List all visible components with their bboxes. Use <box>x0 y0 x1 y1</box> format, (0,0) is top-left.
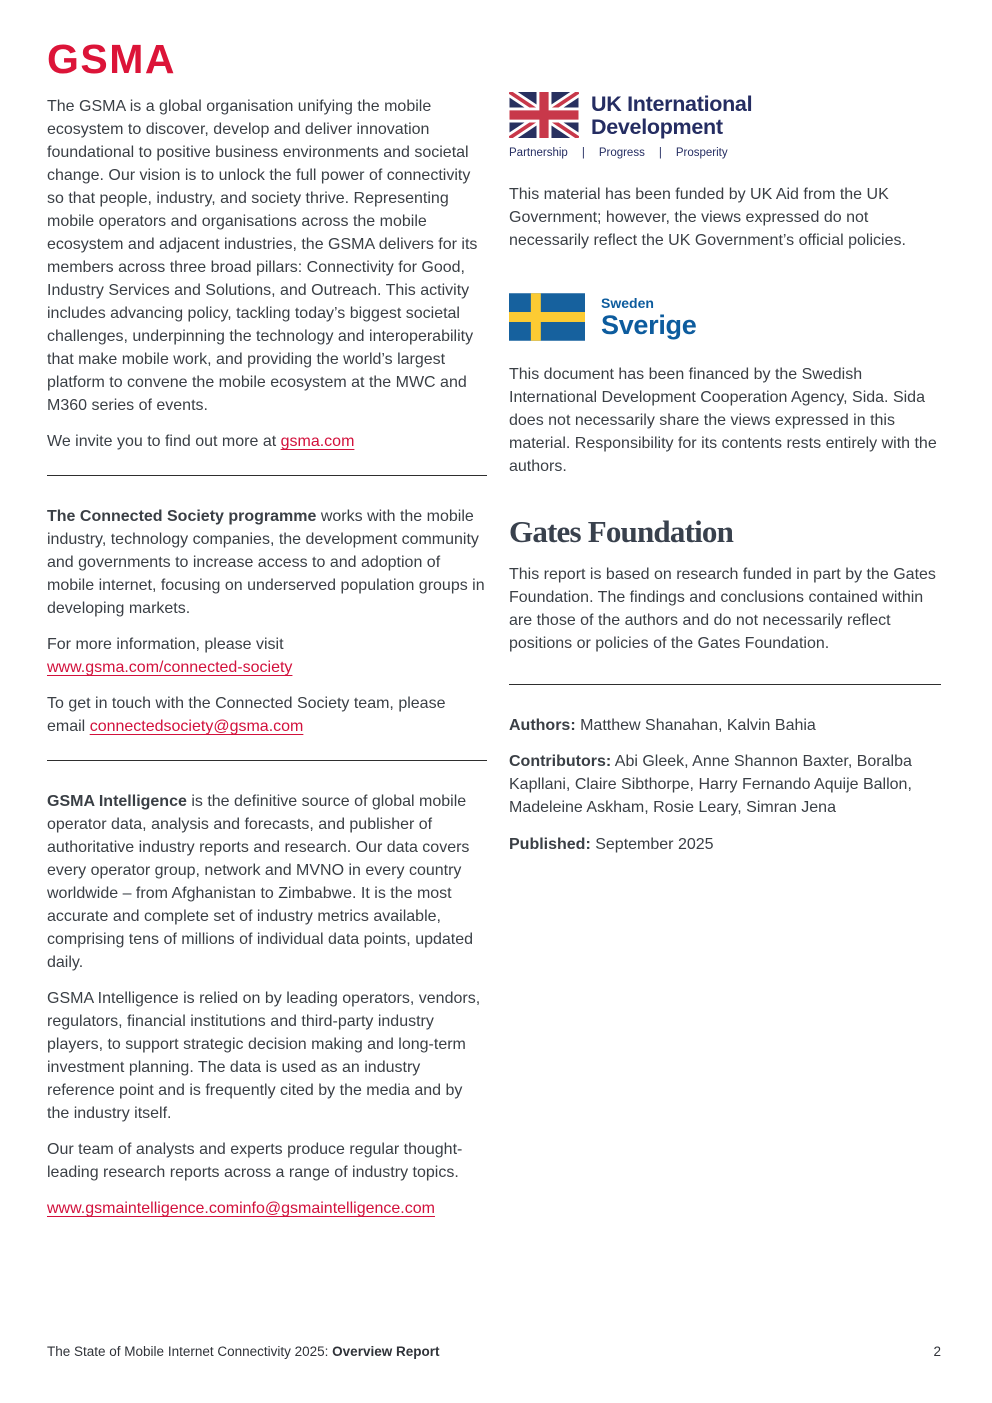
page-footer <box>47 1344 941 1359</box>
uk-international-development-logo <box>509 92 941 139</box>
contributors-label: Contributors: <box>509 753 612 770</box>
uk-flag-icon <box>509 92 579 138</box>
contributors-value: Abi Gleek, Anne Shannon Baxter, Boralba Kapllani, Claire Sibthorpe, Harry Fernando Aquije Ballon, Madeleine Askham, Rosie Leary, Simran Jena <box>509 753 912 816</box>
connected-society-heading: The Connected Society programme <box>47 508 317 525</box>
more-info-text: For more information, please visit <box>47 636 284 653</box>
connected-society-email-link[interactable]: connectedsociety@gsma.com <box>89 718 304 735</box>
published-label: Published: <box>509 836 591 853</box>
uk-aid-section <box>509 92 941 252</box>
divider <box>509 684 941 685</box>
invite-paragraph <box>47 430 487 453</box>
gates-foundation-section <box>509 515 941 655</box>
gsma-intelligence-paragraph-2: GSMA Intelligence is relied on by leading operators, vendors, regulators, financial institutions and third-party industry players, to support strategic decision making and long-term investment planning. The data is used as an industry reference point and is frequently cited by the media and by the industry itself. <box>47 990 481 1122</box>
uk-logo-tagline <box>509 147 941 159</box>
divider <box>47 760 487 761</box>
sweden-flag-icon <box>509 293 585 341</box>
page-number: 2 <box>933 1344 941 1359</box>
gsmaintelligence-web-link[interactable]: www.gsmaintelligence.com <box>47 1200 240 1217</box>
published-value: September 2025 <box>590 836 714 853</box>
authors-line <box>509 714 941 737</box>
tagline-partnership: Partnership <box>509 147 568 159</box>
about-gsma-paragraph: The GSMA is a global organisation unifying the mobile ecosystem to discover, develop and deliver innovation foundational to positive business environments and societal change. Our vision is to unlock the full power of connectivity so that people, industry, and society thrive. Representing mobile operators and organisations across the mobile ecosystem and adjacent industries, the GSMA delivers for its members across three broad pillars: Connectivity for Good, Industry Services and Solutions, and Outreach. This activity includes advancing policy, tackling today’s biggest societal challenges, underpinning the technology and interoperability that make mobile work, and providing the world’s largest platform to convene the mobile ecosystem at the MWC and M360 series of events. <box>47 98 478 414</box>
connected-society-link[interactable]: www.gsma.com/connected-society <box>47 659 293 676</box>
contact-text: To get in touch with the Connected Society team, please email <box>47 695 446 735</box>
published-line <box>509 833 941 856</box>
sweden-sverige-logo <box>509 293 941 341</box>
footer-title-bold: Overview Report <box>332 1344 440 1359</box>
footer-report-title <box>47 1344 439 1359</box>
authors-label: Authors: <box>509 717 576 734</box>
tagline-separator: | <box>581 147 585 159</box>
gsmaintelligence-email-link[interactable]: info@gsmaintelligence.com <box>239 1200 435 1217</box>
sida-section <box>509 293 941 478</box>
connected-society-paragraph <box>47 505 487 620</box>
sweden-logo-wordmark <box>601 295 696 340</box>
authors-value: Matthew Shanahan, Kalvin Bahia <box>575 717 816 734</box>
sweden-logo-line2: Sverige <box>601 309 697 340</box>
gsma-intelligence-links <box>47 1197 487 1220</box>
contributors-line <box>509 750 941 819</box>
contact-paragraph <box>47 692 487 738</box>
gsma-com-link[interactable]: gsma.com <box>280 433 355 450</box>
gsma-intelligence-paragraph-3: Our team of analysts and experts produce regular thought-leading research reports across a range of industry topics. <box>47 1141 463 1181</box>
tagline-prosperity: Prosperity <box>675 147 728 159</box>
gsma-intelligence-paragraph-1 <box>47 790 487 974</box>
connected-society-text: works with the mobile industry, technology companies, the development community and governments to increase access to and adoption of mobile internet, focusing on underserved population groups in developing markets. <box>47 508 485 617</box>
gsma-intelligence-heading: GSMA Intelligence <box>47 793 187 810</box>
tagline-progress: Progress <box>598 147 645 159</box>
footer-title-prefix: The State of Mobile Internet Connectivity 2025: <box>47 1344 333 1359</box>
gsma-logo: GSMA <box>47 36 176 82</box>
uk-aid-statement: This material has been funded by UK Aid from the UK Government; however, the views expressed do not necessarily reflect the UK Government’s official policies. <box>509 186 906 249</box>
sida-statement: This document has been financed by the Swedish International Development Cooperation Agency, Sida. Sida does not necessarily share the views expressed in this material. Responsibility for its contents rests entirely with the authors. <box>509 366 937 475</box>
uk-logo-line1: UK International <box>591 92 753 116</box>
sweden-logo-line1: Sweden <box>601 294 654 311</box>
uk-logo-wordmark <box>591 92 752 139</box>
invite-text: We invite you to find out more at <box>47 433 281 450</box>
right-column <box>509 92 941 1233</box>
uk-logo-line2: Development <box>591 115 723 139</box>
more-info-paragraph <box>47 633 487 679</box>
divider <box>47 475 487 476</box>
gsma-intelligence-text-1: is the definitive source of global mobile operator data, analysis and forecasts, and publisher of authoritative industry reports and research. Our data covers every operator group, network and MVNO in every country worldwide – from Afghanistan to Zimbabwe. It is the most accurate and complete set of industry metrics available, comprising tens of millions of individual data points, updated daily. <box>47 793 474 971</box>
credits-section <box>509 714 941 856</box>
tagline-separator: | <box>658 147 662 159</box>
gates-statement: This report is based on research funded in part by the Gates Foundation. The findings and conclusions contained within are those of the authors and do not necessarily reflect positions or policies of the Gates Foundation. <box>509 566 936 652</box>
left-column <box>47 36 487 1233</box>
gates-foundation-logo: Gates Foundation <box>509 514 734 549</box>
